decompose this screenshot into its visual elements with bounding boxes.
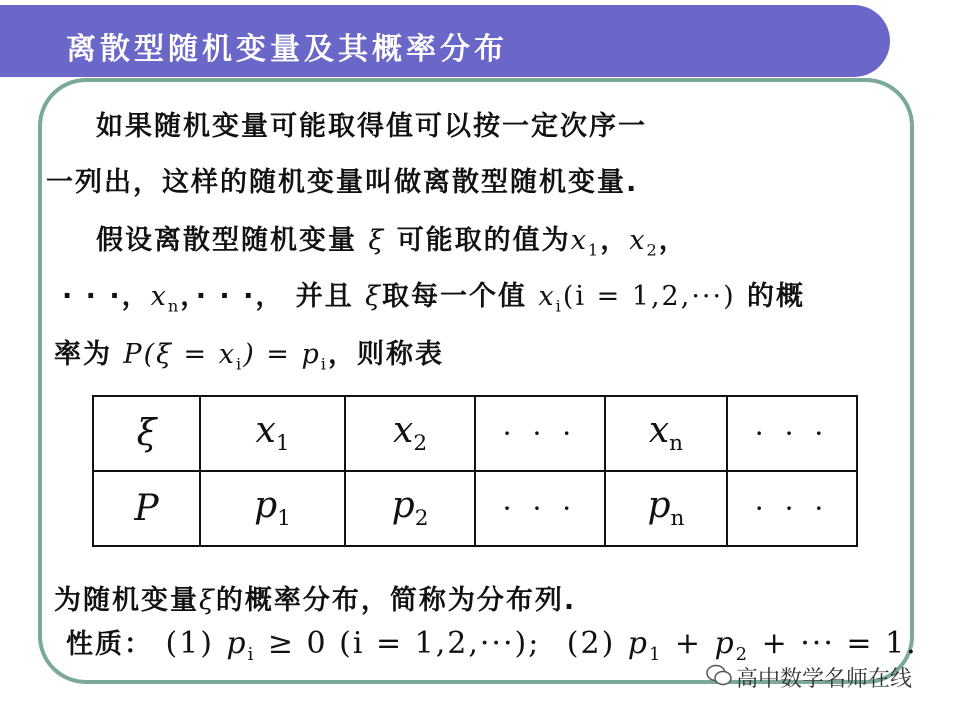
table-row	[93, 396, 857, 471]
cell-subscript: 1	[275, 431, 290, 457]
table-head-xi: ξ	[93, 396, 200, 471]
property-2-sub-1: 1	[648, 644, 663, 665]
watermark-text: 高中数学名师在线	[736, 667, 913, 692]
probability-formula: P(ξ = x	[123, 339, 236, 370]
cell-subscript: n	[670, 506, 685, 532]
property-1-relation: ≥ 0 (i = 1,2,···);	[267, 626, 541, 661]
dots-1: · · ·，	[62, 281, 151, 312]
property-2-number: (2)	[566, 626, 616, 661]
separator-1: ，	[600, 225, 630, 256]
cell-subscript: 2	[413, 431, 428, 457]
conclusion-pre: 为随机变量	[54, 585, 199, 616]
paragraph2-line1	[96, 218, 688, 259]
property-2-tail: + ··· = 1.	[761, 626, 918, 661]
paragraph2-mid: 可能取的值为	[396, 225, 571, 256]
paragraph2-line3	[54, 332, 444, 373]
cell-symbol: p	[391, 485, 415, 527]
x2-subscript: 2	[646, 240, 659, 260]
table-row	[93, 471, 857, 546]
xi-symbol-2: ξ	[365, 281, 383, 312]
distribution-table	[92, 395, 858, 547]
cell-subscript: 1	[277, 506, 291, 532]
table-cell	[605, 471, 727, 546]
xn-symbol: x	[150, 281, 168, 312]
x2-symbol: x	[629, 225, 647, 256]
slide-title: 离散型随机变量及其概率分布	[66, 32, 508, 67]
table-cell	[345, 396, 475, 471]
xi-symbol: ξ	[368, 225, 386, 256]
x1-subscript: 1	[587, 240, 601, 260]
property-1-p: p	[226, 626, 248, 661]
xn-subscript: n	[167, 296, 181, 316]
paragraph2-prefix: 假设离散型随机变量	[96, 225, 357, 256]
conclusion-line	[54, 578, 576, 617]
conclusion-post: 的概率分布，简称为分布列.	[215, 585, 577, 616]
table-cell-dots: · · ·	[475, 396, 605, 471]
table-cell	[605, 396, 727, 471]
cell-symbol: x	[255, 410, 276, 452]
cell-subscript: n	[669, 431, 684, 457]
xi-symbol-3: ξ	[199, 585, 216, 616]
cell-symbol: p	[647, 485, 671, 527]
cell-subscript: 2	[414, 506, 429, 532]
table-head-p: P	[93, 471, 200, 546]
formula-tail-subscript: i	[320, 354, 328, 374]
cell-symbol: x	[648, 410, 670, 452]
of-text: 的概	[747, 281, 806, 312]
table-cell	[200, 396, 345, 471]
property-2-sub-2: 2	[735, 644, 750, 665]
property-line	[66, 622, 918, 665]
table-cell-dots: · · ·	[727, 471, 857, 546]
paragraph1-line2: 一列出，这样的随机变量叫做离散型随机变量.	[46, 167, 639, 198]
paragraph1-line1: 如果随机变量可能取得值可以按一定次序一	[96, 111, 647, 142]
cell-symbol: x	[393, 410, 414, 452]
property-1-number: (1)	[165, 626, 214, 661]
property-1-subscript: i	[247, 644, 256, 665]
xi-value: x	[538, 281, 556, 312]
separator-2: ，	[658, 225, 688, 256]
then-text: ，则称表	[327, 339, 444, 370]
formula-subscript: i	[236, 354, 244, 374]
cell-symbol: p	[254, 485, 278, 527]
and-text: 并且	[295, 281, 354, 312]
xi-value-subscript: i	[555, 296, 563, 316]
paragraph2-line2	[62, 274, 805, 315]
table-cell	[345, 471, 475, 546]
property-2-p1: p	[627, 626, 649, 661]
rate-text: 率为	[54, 339, 112, 370]
property-label: 性质：	[66, 629, 153, 660]
table-cell	[200, 471, 345, 546]
probability-formula-tail: ) = p	[243, 339, 321, 370]
index-range: (i = 1,2,···)	[562, 281, 736, 312]
table-cell-dots: · · ·	[727, 396, 857, 471]
wechat-icon	[706, 664, 732, 686]
take-text: 取每一个值	[382, 281, 528, 312]
x1-symbol: x	[570, 225, 588, 256]
dots-2: ，· · ·，	[180, 281, 285, 312]
property-2-p2: p	[714, 626, 736, 661]
table-cell-dots: · · ·	[475, 471, 605, 546]
property-2-plus: +	[674, 626, 702, 661]
